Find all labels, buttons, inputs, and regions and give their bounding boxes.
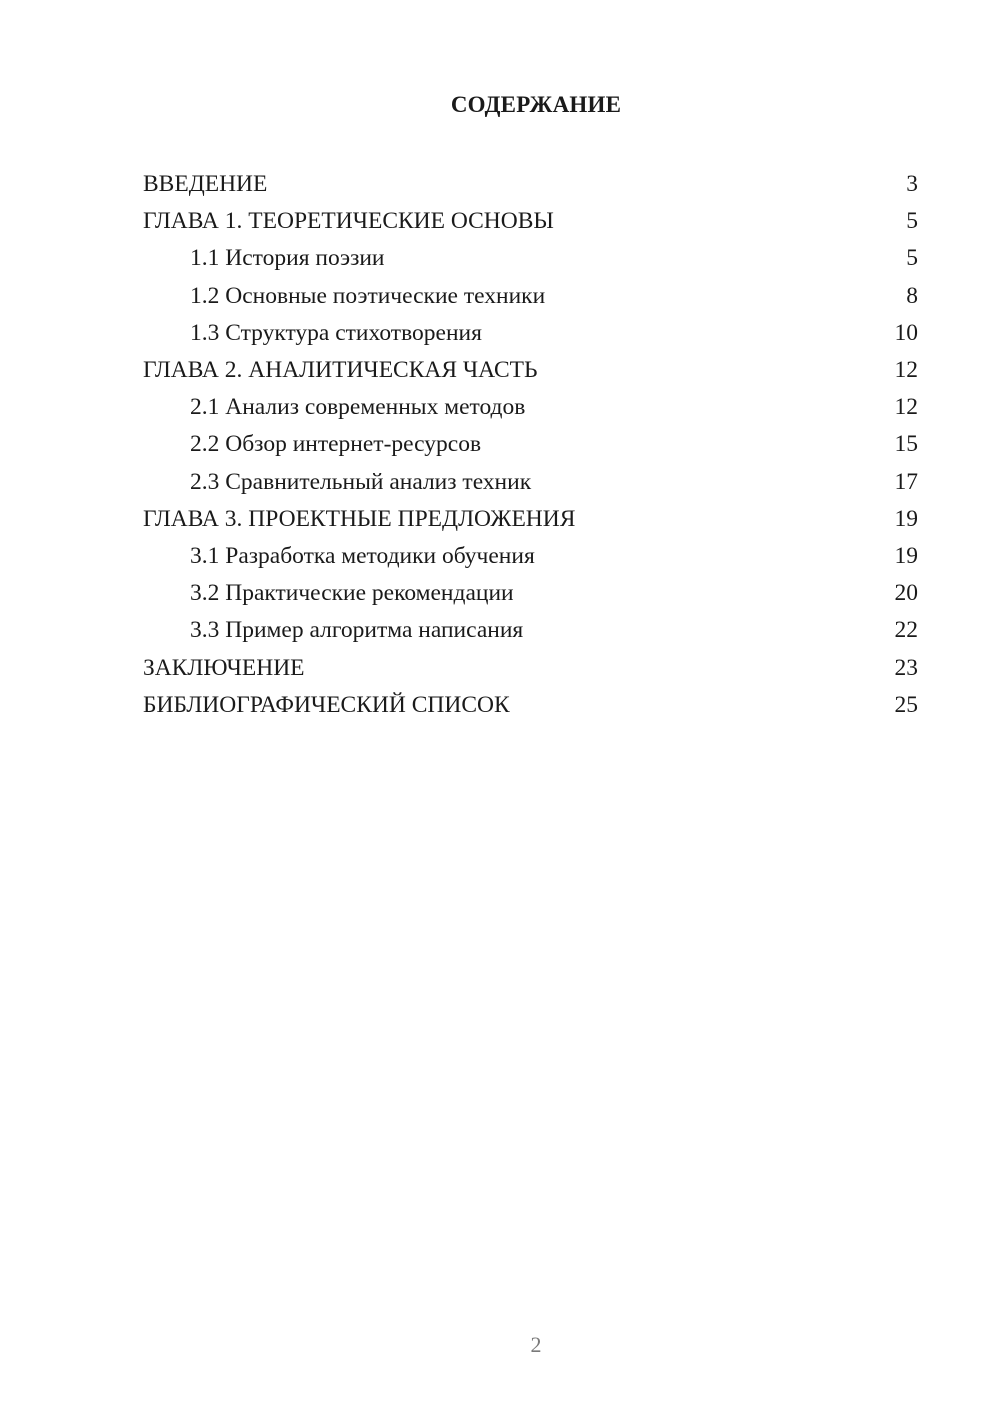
- toc-entry-label: 2.2 Обзор интернет-ресурсов: [190, 431, 482, 458]
- toc-entry-section-3-2: [143, 575, 918, 612]
- toc-entry-section-2-3: [143, 464, 918, 501]
- toc-entry-page: 19: [894, 505, 918, 532]
- page-number: 2: [530, 1332, 542, 1357]
- toc-entry-label: 3.1 Разработка методики обучения: [190, 542, 535, 569]
- toc-entry-page: 19: [894, 542, 918, 569]
- toc-entry-section-1-2: [143, 278, 918, 315]
- toc-entry-page: 5: [906, 245, 918, 272]
- toc-entry-page: 12: [894, 394, 918, 421]
- toc-entry-label: ГЛАВА 2. АНАЛИТИЧЕСКАЯ ЧАСТЬ: [143, 357, 538, 384]
- toc-entry-section-2-1: [143, 389, 918, 426]
- toc-entry-introduction: [143, 166, 918, 203]
- toc-entry-section-1-1: [143, 240, 918, 277]
- page-title: СОДЕРЖАНИЕ: [450, 92, 622, 117]
- toc-entry-page: 12: [894, 357, 918, 384]
- toc-entry-page: 8: [906, 282, 918, 309]
- table-of-contents: [143, 166, 918, 724]
- toc-entry-label: ЗАКЛЮЧЕНИЕ: [143, 654, 305, 681]
- toc-entry-page: 5: [906, 208, 918, 235]
- toc-entry-chapter-3: [143, 501, 918, 538]
- toc-entry-chapter-2: [143, 352, 918, 389]
- toc-entry-page: 15: [894, 431, 918, 458]
- toc-entry-label: 1.2 Основные поэтические техники: [190, 282, 546, 309]
- toc-entry-label: ВВЕДЕНИЕ: [143, 171, 268, 198]
- toc-entry-section-3-3: [143, 612, 918, 649]
- toc-entry-page: 23: [894, 654, 918, 681]
- toc-entry-label: БИБЛИОГРАФИЧЕСКИЙ СПИСОК: [143, 691, 510, 718]
- toc-entry-label: 1.3 Структура стихотворения: [190, 319, 482, 346]
- toc-entry-conclusion: [143, 649, 918, 686]
- toc-entry-page: 3: [906, 171, 918, 198]
- toc-entry-label: 3.2 Практические рекомендации: [190, 580, 514, 607]
- toc-entry-bibliography: [143, 687, 918, 724]
- toc-entry-label: ГЛАВА 3. ПРОЕКТНЫЕ ПРЕДЛОЖЕНИЯ: [143, 505, 576, 532]
- toc-entry-page: 20: [894, 580, 918, 607]
- toc-entry-chapter-1: [143, 203, 918, 240]
- toc-entry-label: ГЛАВА 1. ТЕОРЕТИЧЕСКИЕ ОСНОВЫ: [143, 208, 554, 235]
- toc-entry-section-3-1: [143, 538, 918, 575]
- toc-entry-label: 2.1 Анализ современных методов: [190, 394, 526, 421]
- toc-entry-section-2-2: [143, 426, 918, 463]
- toc-entry-page: 22: [894, 617, 918, 644]
- toc-entry-page: 25: [894, 691, 918, 718]
- toc-entry-label: 1.1 История поэзии: [190, 245, 385, 272]
- toc-entry-page: 17: [894, 468, 918, 495]
- toc-entry-page: 10: [894, 319, 918, 346]
- toc-entry-label: 2.3 Сравнительный анализ техник: [190, 468, 532, 495]
- toc-entry-label: 3.3 Пример алгоритма написания: [190, 617, 524, 644]
- toc-entry-section-1-3: [143, 315, 918, 352]
